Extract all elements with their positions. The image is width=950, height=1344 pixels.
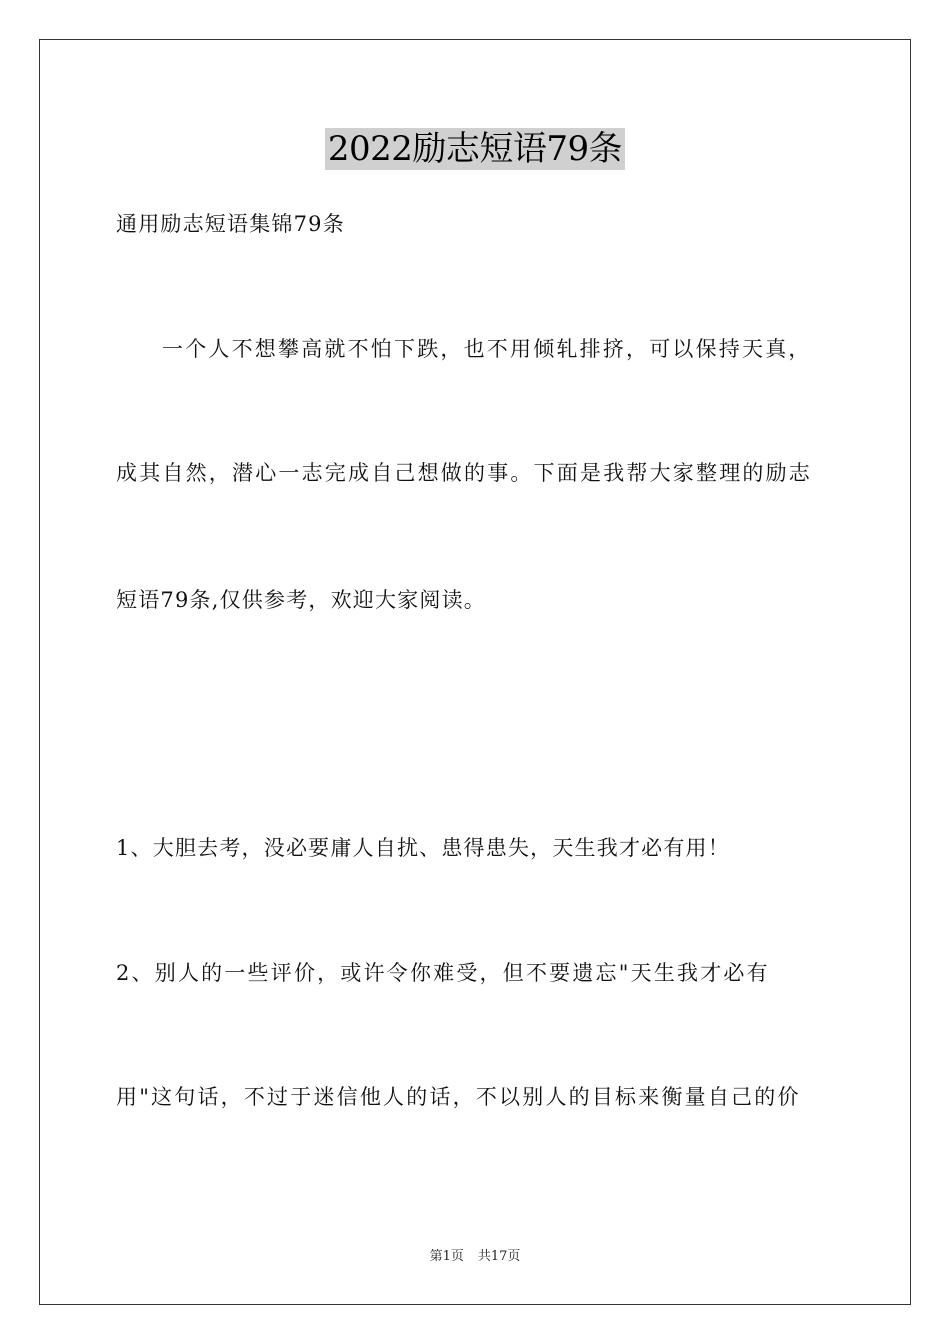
page-footer (0, 1248, 950, 1266)
document-subtitle: 通用励志短语集锦79条 (116, 212, 345, 236)
list-item-2: 2、别人的一些评价，或许令你难受，但不要遗忘"天生我才必有 (116, 961, 770, 985)
list-item-1: 1、大胆去考，没必要庸人自扰、患得患失，天生我才必有用！ (116, 836, 730, 860)
intro-line-2: 成其自然，潜心一志完成自己想做的事。下面是我帮大家整理的励志 (116, 461, 812, 485)
intro-line-3: 短语79条,仅供参考，欢迎大家阅读。 (116, 588, 486, 612)
page-total: 共17页 (477, 1249, 521, 1264)
title-container (0, 128, 950, 170)
page-number: 第1页 (429, 1249, 464, 1264)
intro-line-1: 一个人不想攀高就不怕下跌，也不用倾轧排挤，可以保持天真， (162, 337, 812, 361)
list-item-2-continued: 用"这句话，不过于迷信他人的话，不以别人的目标来衡量自己的价 (116, 1085, 801, 1109)
document-title: 2022励志短语79条 (325, 128, 625, 170)
